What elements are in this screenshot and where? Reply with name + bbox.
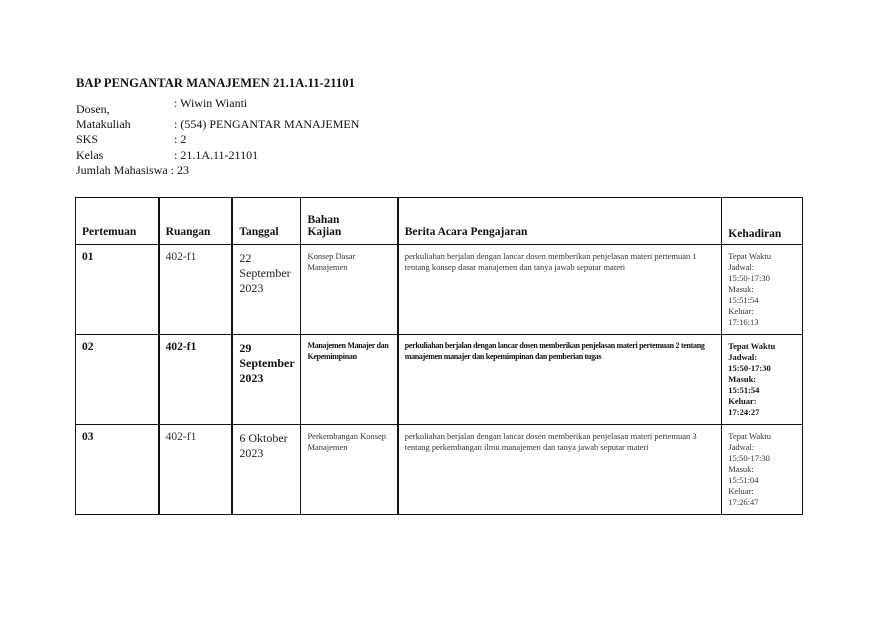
table-row: [76, 335, 803, 425]
info-label: Jumlah Mahasiswa: [76, 162, 168, 177]
table-row: [76, 425, 803, 515]
cell-bahan-kajian: Perkembangan Konsep Manajemen: [301, 425, 398, 515]
header-tanggal: Tanggal: [232, 198, 301, 245]
kehadiran-jadwal: 15:50-17:30: [728, 453, 770, 463]
kehadiran-masuk-label: Masuk:: [728, 374, 757, 384]
header-ruangan: Ruangan: [159, 198, 233, 245]
header-bahan-line1: Bahan: [307, 214, 340, 226]
table-header-row: [76, 198, 803, 245]
kehadiran-keluar: 17:24:27: [728, 407, 760, 417]
kehadiran-keluar-label: Keluar:: [728, 306, 754, 316]
info-value: : 21.1A.11-21101: [174, 147, 259, 162]
kehadiran-jadwal-label: Jadwal:: [728, 262, 755, 272]
cell-pertemuan: 03: [76, 425, 159, 515]
kehadiran-masuk: 15:51:54: [728, 385, 760, 395]
kehadiran-masuk-label: Masuk:: [728, 284, 754, 294]
bap-table: [75, 197, 803, 515]
document-title: BAP PENGANTAR MANAJEMEN 21.1A.11-21101: [76, 76, 355, 90]
info-label: Kelas: [76, 147, 104, 162]
info-row-matakuliah: [76, 117, 359, 132]
header-bahan-kajian: [301, 198, 398, 245]
kehadiran-status: Tepat Waktu: [728, 431, 771, 441]
kehadiran-masuk: 15:51:04: [728, 475, 759, 485]
header-pertemuan: Pertemuan: [76, 198, 159, 245]
cell-kehadiran: [722, 425, 803, 515]
kehadiran-keluar: 17:26:47: [728, 497, 759, 507]
info-row-jumlah-mahasiswa: [76, 163, 359, 178]
info-row-dosen: [76, 96, 359, 117]
header-bahan-line2: Kajian: [307, 226, 342, 238]
cell-berita-acara: perkuliahan berjalan dengan lancar dosen memberikan penjelasan materi pertemuan 2 tentang manajemen manajer dan kepemimpinan dan pemberian tugas: [398, 335, 722, 425]
kehadiran-jadwal: 15:50-17:30: [728, 363, 771, 373]
cell-ruangan: 402-f1: [159, 335, 233, 425]
cell-bahan-kajian: Manajemen Manajer dan Kepemimpinan: [301, 335, 398, 425]
kehadiran-status: Tepat Waktu: [728, 251, 771, 261]
cell-ruangan: 402-f1: [159, 245, 233, 335]
kehadiran-jadwal-label: Jadwal:: [728, 442, 755, 452]
course-info: [76, 96, 359, 178]
info-value: : 23: [170, 162, 189, 177]
info-label: Matakuliah: [76, 117, 131, 132]
kehadiran-masuk: 15:51:54: [728, 295, 759, 305]
cell-tanggal: 22 September 2023: [232, 245, 301, 335]
cell-berita-acara: perkuliahan berjalan dengan lancar dosen memberikan penjelasan materi pertemuan 3 tentang perkembangan ilmu manajemen dan tanya jawab seputar materi: [398, 425, 722, 515]
cell-tanggal: 29 September 2023: [232, 335, 301, 425]
info-row-sks: [76, 132, 359, 147]
kehadiran-jadwal: 15:50-17:30: [728, 273, 770, 283]
header-kehadiran: Kehadiran: [722, 198, 803, 245]
kehadiran-keluar-label: Keluar:: [728, 486, 754, 496]
info-label: SKS: [76, 132, 99, 147]
info-label: Dosen,: [76, 102, 110, 116]
cell-kehadiran: [722, 335, 803, 425]
header-berita-acara: Berita Acara Pengajaran: [398, 198, 722, 245]
kehadiran-keluar: 17:16:13: [728, 317, 759, 327]
table-row: [76, 245, 803, 335]
cell-ruangan: 402-f1: [159, 425, 233, 515]
kehadiran-masuk-label: Masuk:: [728, 464, 754, 474]
cell-tanggal: 6 Oktober 2023: [232, 425, 301, 515]
cell-pertemuan: 01: [76, 245, 159, 335]
cell-pertemuan: 02: [76, 335, 159, 425]
kehadiran-status: Tepat Waktu: [728, 341, 776, 351]
info-row-kelas: [76, 148, 359, 163]
cell-kehadiran: [722, 245, 803, 335]
cell-berita-acara: perkuliahan berjalan dengan lancar dosen memberikan penjelasan materi pertemuan 1 tentang konsep dasar manajemen dan tanya jawab seputar materi: [398, 245, 722, 335]
cell-bahan-kajian: Konsep Dasar Manajemen: [301, 245, 398, 335]
kehadiran-keluar-label: Keluar:: [728, 396, 757, 406]
kehadiran-jadwal-label: Jadwal:: [728, 352, 758, 362]
info-value: : 2: [174, 132, 187, 147]
info-value: : Wiwin Wianti: [174, 96, 248, 110]
info-value: : (554) PENGANTAR MANAJEMEN: [174, 117, 360, 132]
